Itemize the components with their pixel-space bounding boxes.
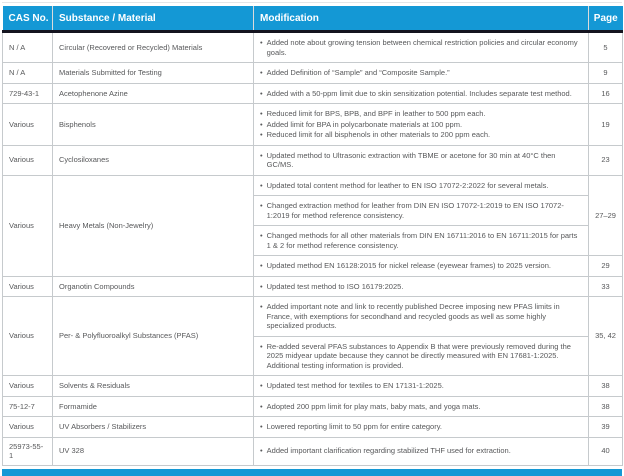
cas-number-cell: Various	[3, 104, 53, 146]
column-header-modification: Modification	[254, 6, 589, 32]
bullet-icon: •	[260, 119, 263, 129]
cas-number-cell: Various	[3, 175, 53, 276]
page-cell: 27–29	[589, 175, 623, 256]
cas-number-cell: Various	[3, 297, 53, 376]
modification-text: Updated test method for textiles to EN 17131-1:2025.	[266, 381, 444, 390]
table-row	[3, 32, 623, 63]
top-divider	[2, 2, 622, 3]
modification-bullet	[260, 446, 582, 456]
modification-bullet	[260, 261, 582, 271]
modification-bullet	[260, 130, 582, 140]
page-cell: 38	[589, 396, 623, 417]
cas-number-cell: 729-43-1	[3, 83, 53, 104]
modification-cell	[254, 32, 589, 63]
modification-bullet	[260, 302, 582, 331]
page-cell: 35, 42	[589, 297, 623, 376]
modification-cell	[254, 226, 589, 256]
modification-text: Adopted 200 ppm limit for play mats, baby mats, and yoga mats.	[266, 401, 481, 411]
modification-bullet	[260, 282, 582, 292]
table-row	[3, 437, 623, 465]
modifications-table	[2, 6, 623, 466]
modification-text: Added note about growing tension between chemical restriction policies and circular economy goals.	[266, 38, 578, 57]
modification-cell	[254, 83, 589, 104]
table-row	[3, 63, 623, 84]
modification-text: Updated method EN 16128:2015 for nickel release (eyewear frames) to 2025 version.	[266, 261, 551, 270]
bottom-accent-bar	[2, 469, 622, 476]
table-row	[3, 417, 623, 438]
modification-bullet	[260, 89, 582, 99]
page-cell: 5	[589, 32, 623, 63]
modification-bullet	[260, 231, 582, 250]
substance-cell: Organotin Compounds	[53, 276, 254, 297]
table-row	[3, 297, 623, 337]
column-header-page: Page	[589, 6, 623, 32]
modification-bullet	[260, 68, 582, 78]
modification-bullet	[260, 181, 582, 191]
table-header	[3, 6, 623, 32]
modification-text: Reduced limit for BPS, BPB, and BPF in leather to 500 ppm each.	[266, 109, 486, 118]
modification-text: Re-added several PFAS substances to Appendix B that were previously removed during the 2025 midyear update because they cannot be directly measured with EN 17681-1:2025. Additional testing information is provided.	[266, 341, 571, 370]
modification-text: Updated test method to ISO 16179:2025.	[266, 281, 404, 291]
table-row	[3, 104, 623, 146]
bullet-icon: •	[260, 68, 263, 77]
column-header-substance-material: Substance / Material	[53, 6, 254, 32]
substance-cell: Per- & Polyfluoroalkyl Substances (PFAS)	[53, 297, 254, 376]
modification-bullet	[260, 201, 582, 220]
bullet-icon: •	[260, 422, 263, 431]
cas-number-cell: 25973-55-1	[3, 437, 53, 465]
bullet-icon: •	[260, 381, 263, 390]
page-cell: 40	[589, 437, 623, 465]
substance-cell: Acetophenone Azine	[53, 83, 254, 104]
bullet-icon: •	[260, 401, 263, 411]
substance-cell: UV 328	[53, 437, 254, 465]
modification-cell	[254, 437, 589, 465]
modification-cell	[254, 297, 589, 337]
modification-text: Added important clarification regarding stabilized THF used for extraction.	[266, 446, 511, 456]
bullet-icon: •	[260, 180, 263, 190]
bullet-icon: •	[260, 109, 263, 118]
cas-number-cell: Various	[3, 417, 53, 438]
page-cell: 9	[589, 63, 623, 84]
header-row	[3, 6, 623, 32]
modification-bullet	[260, 342, 582, 371]
modification-bullet	[260, 120, 582, 130]
modification-text: Reduced limit for all bisphenols in other materials to 200 ppm each.	[266, 130, 491, 139]
bullet-icon: •	[260, 38, 263, 47]
modification-bullet	[260, 402, 582, 412]
bullet-icon: •	[260, 341, 263, 351]
page-cell: 39	[589, 417, 623, 438]
modification-text: Changed methods for all other materials from DIN EN 16711:2016 to EN 16711:2015 for parts 1 & 2 for method reference consistency.	[266, 231, 578, 250]
bullet-icon: •	[260, 150, 263, 160]
modification-bullet	[260, 38, 582, 57]
page-cell: 16	[589, 83, 623, 104]
modification-cell	[254, 196, 589, 226]
page-cell: 38	[589, 376, 623, 397]
bullet-icon: •	[260, 201, 263, 210]
table-row	[3, 396, 623, 417]
bullet-icon: •	[260, 261, 263, 270]
modification-bullet	[260, 151, 582, 170]
bullet-icon: •	[260, 88, 263, 98]
cas-number-cell: 75-12-7	[3, 396, 53, 417]
substance-cell: Cyclosiloxanes	[53, 145, 254, 175]
bullet-icon: •	[260, 130, 263, 139]
substance-cell: Materials Submitted for Testing	[53, 63, 254, 84]
modification-bullet	[260, 109, 582, 119]
substance-cell: Solvents & Residuals	[53, 376, 254, 397]
modification-cell	[254, 175, 589, 196]
bullet-icon: •	[260, 302, 263, 311]
modification-cell	[254, 417, 589, 438]
page-cell: 29	[589, 256, 623, 277]
table-body	[3, 32, 623, 466]
substance-cell: Formamide	[53, 396, 254, 417]
bullet-icon: •	[260, 446, 263, 456]
table-row	[3, 83, 623, 104]
modification-text: Lowered reporting limit to 50 ppm for entire category.	[266, 422, 443, 431]
cas-number-cell: Various	[3, 376, 53, 397]
page-cell: 23	[589, 145, 623, 175]
modification-cell	[254, 104, 589, 146]
modification-cell	[254, 276, 589, 297]
cas-number-cell: Various	[3, 276, 53, 297]
modification-cell	[254, 396, 589, 417]
cas-number-cell: N / A	[3, 63, 53, 84]
substance-cell: Heavy Metals (Non-Jewelry)	[53, 175, 254, 276]
modification-bullet	[260, 381, 582, 391]
bullet-icon: •	[260, 281, 263, 291]
modification-cell	[254, 336, 589, 376]
bullet-icon: •	[260, 231, 263, 240]
cas-number-cell: Various	[3, 145, 53, 175]
table-row	[3, 145, 623, 175]
substance-cell: Bisphenols	[53, 104, 254, 146]
modification-text: Added limit for BPA in polycarbonate materials at 100 ppm.	[266, 119, 463, 129]
page-cell: 33	[589, 276, 623, 297]
table-row	[3, 376, 623, 397]
modification-cell	[254, 63, 589, 84]
column-header-cas-no: CAS No.	[3, 6, 53, 32]
modification-text: Added Definition of “Sample” and “Composite Sample.”	[266, 68, 450, 77]
page-cell: 19	[589, 104, 623, 146]
modification-text: Added important note and link to recently published Decree imposing new PFAS limits in France, with exemptions for secondhand and recycled goods as well as some highly specialized products.	[266, 302, 560, 330]
modification-cell	[254, 256, 589, 277]
modification-text: Added with a 50-ppm limit due to skin sensitization potential. Includes separate test method.	[266, 88, 572, 98]
modification-text: Changed extraction method for leather from DIN EN ISO 17072-1:2019 to EN ISO 17072-1:2019 for method reference consistency.	[266, 201, 564, 220]
table-row	[3, 276, 623, 297]
modification-text: Updated method to Ultrasonic extraction with TBME or acetone for 30 min at 40°C then GC/MS.	[266, 150, 556, 169]
substance-cell: UV Absorbers / Stabilizers	[53, 417, 254, 438]
substance-cell: Circular (Recovered or Recycled) Materials	[53, 32, 254, 63]
modification-bullet	[260, 422, 582, 432]
table-row	[3, 175, 623, 196]
cas-number-cell: N / A	[3, 32, 53, 63]
modification-text: Updated total content method for leather to EN ISO 17072-2:2022 for several metals.	[266, 180, 549, 190]
modification-cell	[254, 376, 589, 397]
modification-cell	[254, 145, 589, 175]
